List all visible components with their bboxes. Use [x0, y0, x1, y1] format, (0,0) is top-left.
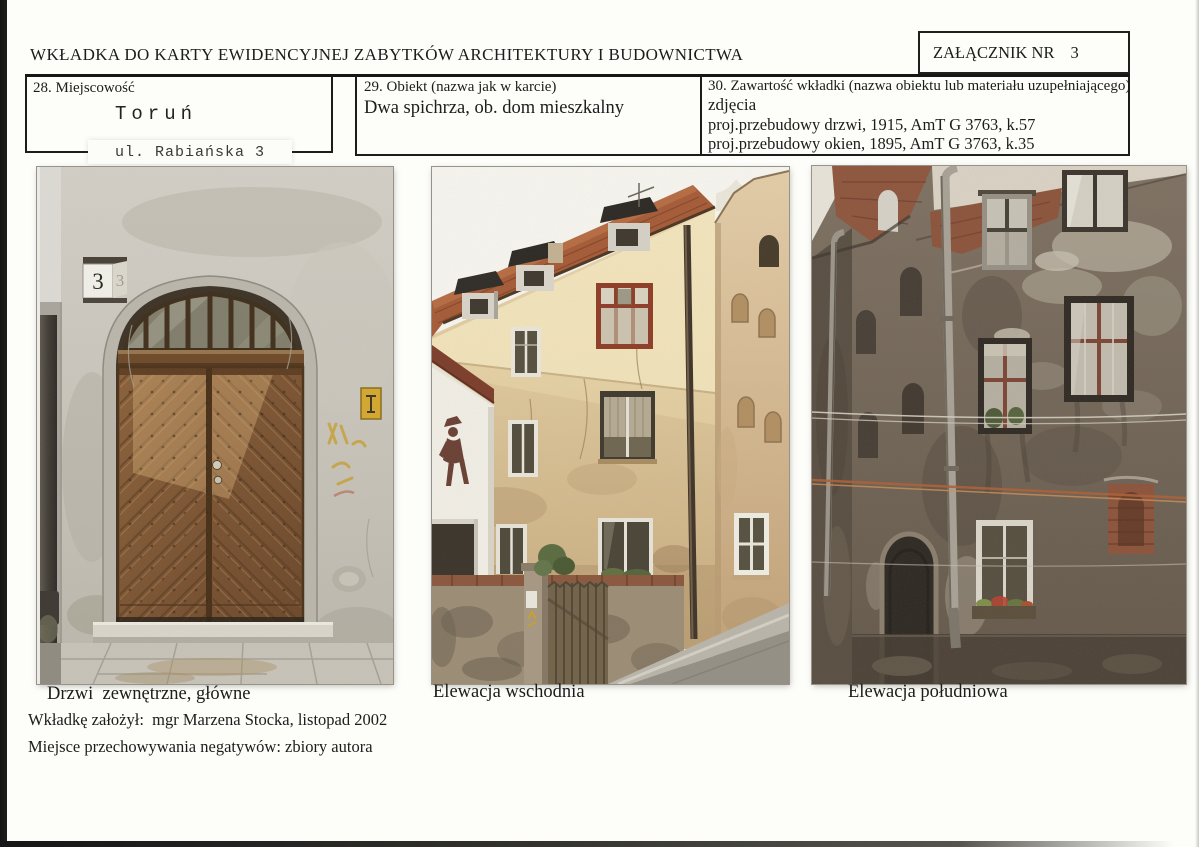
created-by-line: Wkładkę założył: mgr Marzena Stocka, listopad 2002	[28, 710, 388, 729]
photo-east-elevation-image	[432, 167, 789, 684]
attachment-number: 3	[1070, 42, 1079, 62]
negatives-location-line: Miejsce przechowywania negatywów: zbiory autora	[28, 737, 373, 756]
field-locality-label: 28. Miejscowość	[33, 80, 135, 96]
field-contents-line: proj.przebudowy okien, 1895, AmT G 3763, k.35	[708, 134, 1035, 153]
scan-edge-bottom	[0, 841, 1199, 847]
field-contents-line: zdjęcia	[708, 95, 757, 114]
street-address-label: ul. Rabiańska 3	[88, 140, 292, 164]
photo-south-elevation	[812, 166, 1186, 684]
card-title: WKŁADKA DO KARTY EWIDENCYJNEJ ZABYTKÓW ARCHITEKTURY I BUDOWNICTWA	[30, 45, 744, 64]
caption-south-elevation: Elewacja południowa	[848, 682, 1008, 702]
caption-main-door: Drzwi zewnętrzne, główne	[47, 684, 251, 704]
photo-main-door	[37, 167, 393, 684]
photo-east-elevation	[432, 167, 789, 684]
scan-edge-right	[1195, 0, 1199, 847]
caption-east-elevation: Elewacja wschodnia	[433, 682, 585, 702]
field-locality-value: Toruń	[115, 103, 198, 125]
field-contents-line: proj.przebudowy drzwi, 1915, AmT G 3763, k.57	[708, 115, 1036, 134]
field-contents	[702, 76, 1131, 154]
attachment-label: ZAŁĄCZNIK NR	[933, 42, 1055, 62]
field-object-label: 29. Obiekt (nazwa jak w karcie)	[364, 79, 557, 95]
field-contents-label: 30. Zawartość wkładki (nazwa obiektu lub materiału uzupełniającego)	[708, 78, 1131, 94]
fields-29-30	[355, 76, 1130, 156]
field-object-value: Dwa spichrza, ob. dom mieszkalny	[364, 98, 624, 118]
photo-main-door-image	[37, 167, 393, 684]
photo-south-elevation-image	[812, 166, 1186, 684]
attachment-number-box	[918, 31, 1130, 74]
scan-edge-left	[0, 0, 7, 847]
field-object	[357, 76, 702, 154]
